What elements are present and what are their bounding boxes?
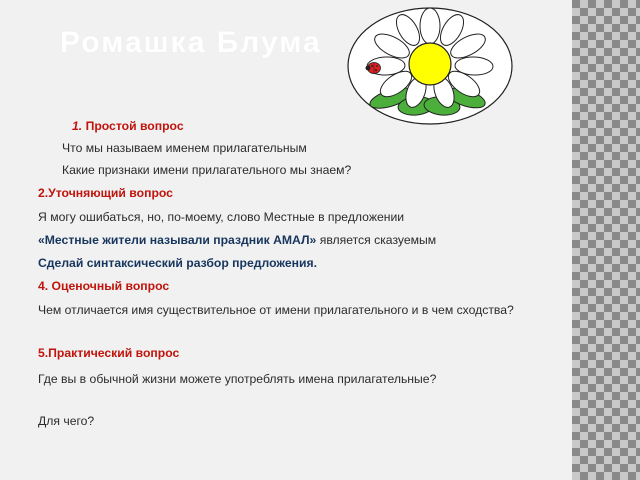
q5-text: Где вы в обычной жизни можете употреблять имена прилагательные? (38, 372, 437, 386)
q1-line2: Какие признаки имени прилагательного мы знаем? (62, 163, 352, 177)
q2-line1: Я могу ошибаться, но, по-моему, слово Местные в предложении (38, 210, 405, 224)
q1-line1: Что мы называем именем прилагательным (62, 141, 307, 155)
q4-heading: 4. Оценочный вопрос (38, 279, 170, 293)
slide-title: Ромашка Блума (60, 26, 322, 59)
q2-tail: является сказуемым (316, 233, 437, 247)
q2-task: Сделай синтаксический разбор предложения. (38, 256, 317, 270)
q5-heading: 5.Практический вопрос (38, 346, 180, 360)
q2-heading: 2.Уточняющий вопрос (38, 186, 173, 200)
q4-text: Чем отличается имя существительное от имени прилагательного и в чем сходства? (38, 303, 514, 317)
q2-quote: «Местные жители называли праздник АМАЛ» (38, 233, 317, 247)
q1-heading (72, 119, 184, 134)
q1-heading-text: Простой вопрос (85, 119, 184, 133)
chamomile-flower-icon (346, 6, 514, 126)
q5-last: Для чего? (38, 414, 95, 428)
q2-line2 (38, 233, 436, 248)
diamond-pattern-sidebar (572, 0, 640, 480)
q1-number: 1. (72, 119, 83, 133)
